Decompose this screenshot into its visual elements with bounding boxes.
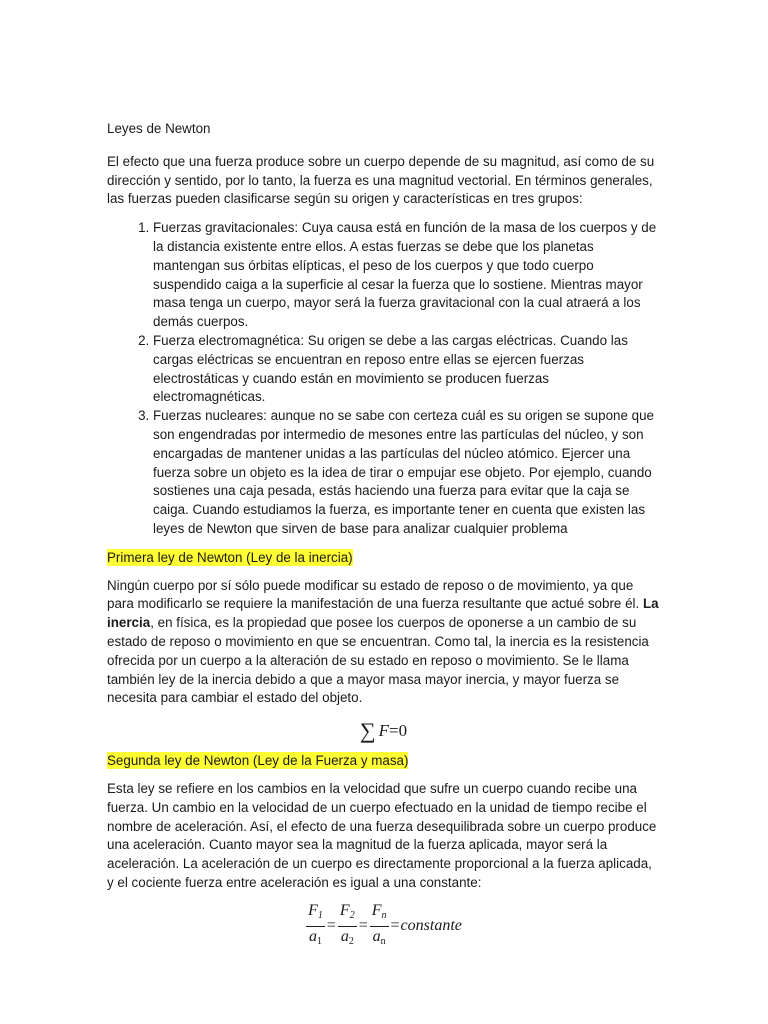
denominator-a1 bbox=[307, 927, 324, 952]
intro-paragraph: El efecto que una fuerza produce sobre un cuerpo depende de su magnitud, así como de su dirección y sentido, por lo tanto, la fuerza es una magnitud vectorial. En términos generales, las fuerzas pueden clasificarse según su origen y características en tres grupos: bbox=[107, 153, 655, 207]
constant-term: constante bbox=[400, 917, 462, 935]
symbol-f: F bbox=[339, 902, 350, 920]
subscript: n bbox=[381, 910, 387, 922]
second-law-heading: Segunda ley de Newton (Ley de la Fuerza y masa) bbox=[107, 753, 409, 769]
subscript: 2 bbox=[349, 910, 355, 922]
inertia-term: La inercia bbox=[107, 596, 659, 631]
fraction-f2-a2 bbox=[338, 901, 357, 952]
first-law-heading: Primera ley de Newton (Ley de la inercia) bbox=[107, 549, 353, 565]
second-law-paragraph: Esta ley se refiere en los cambios en la velocidad que sufre un cuerpo cuando recibe una fuerza. Un cambio en la velocidad de un cuerpo efectuado en la unidad de tiempo recibe el nombre de aceleración. Así, el efecto de una fuerza desequilibrada sobre un cuerpo produce una aceleración. Cuanto mayor sea la magnitud de la fuerza aplicada, mayor será la aceleración. La aceleración de un cuerpo es directamente proporcional a la fuerza aplicada, y el cociente fuerza entre aceleración es igual a una constante: bbox=[107, 780, 657, 890]
document-title: Leyes de Newton bbox=[107, 121, 211, 136]
subscript: n bbox=[380, 936, 386, 948]
force-groups-list bbox=[107, 219, 660, 539]
equals-sign: = bbox=[390, 917, 400, 935]
fraction-f1-a1 bbox=[306, 901, 325, 952]
symbol-f: F bbox=[308, 902, 318, 920]
second-law-formula bbox=[107, 903, 660, 951]
numerator-f1 bbox=[306, 901, 325, 927]
first-law-formula bbox=[107, 718, 660, 744]
subscript: 2 bbox=[348, 936, 354, 948]
list-item-gravitational: 1. Fuerzas gravitacionales: Cuya causa está en función de la masa de los cuerpos y de la distancia existente entre ellos. A estas fuerzas se debe que los planetas mantengan sus órbitas elípticas, el peso de los cuerpos y que todo cuerpo suspendido caiga a la superficie al cesar la fuerza que lo sostiene. Mientras mayor masa tenga un cuerpo, mayor será la fuerza gravitacional con la cual atraerá a los demás cuerpos. bbox=[153, 219, 660, 332]
equals-sign: = bbox=[358, 917, 368, 935]
list-item-nuclear: 3. Fuerzas nucleares: aunque no se sabe con certeza cuál es su origen se supone que son engendradas por intermedio de mesones entre las partículas del núcleo, y son encargadas de mantener unidas a las partículas del núcleo atómico. Ejercer una fuerza sobre un objeto es la idea de tirar o empujar ese objeto. Por ejemplo, cuando sostienes una caja pesada, estás haciendo una fuerza para evitar que la caja se caiga. Cuando estudiamos la fuerza, es importante tener en cuenta que existen las leyes de Newton que sirven de base para analizar cualquier problema bbox=[153, 407, 660, 539]
first-law-paragraph bbox=[107, 577, 660, 709]
subscript: 1 bbox=[317, 910, 323, 922]
list-item-electromagnetic: 2. Fuerza electromagnética: Su origen se debe a las cargas eléctricas. Cuando las cargas eléctricas se encuentran en reposo entre ellas se ejercen fuerzas electrostáticas y cuando están en movimiento se producen fuerzas electromagnéticas. bbox=[153, 332, 660, 407]
formula-force: F bbox=[378, 721, 389, 741]
denominator-an bbox=[371, 927, 388, 952]
first-law-text-after: , en física, es la propiedad que posee los cuerpos de oponerse a un cambio de su estado de reposo o movimiento en que se encuentran. Como tal, la inercia es la resistencia ofrecida por un cuerpo a la alteración de su estado en reposo o movimiento. Se le llama también ley de la inercia debido a que a mayor masa mayor inercia, y mayor fuerza se necesita para cambiar el estado del objeto. bbox=[107, 615, 649, 706]
symbol-a: a bbox=[372, 928, 381, 946]
symbol-f: F bbox=[371, 902, 382, 920]
second-law-heading-line bbox=[107, 752, 660, 771]
formula-equals-zero: =0 bbox=[388, 721, 408, 741]
sigma-symbol: ∑ bbox=[359, 718, 376, 744]
subscript: 1 bbox=[317, 936, 322, 948]
fraction-fn-an bbox=[370, 901, 389, 952]
symbol-a: a bbox=[340, 928, 349, 946]
equals-sign: = bbox=[326, 917, 336, 935]
symbol-a: a bbox=[309, 928, 317, 946]
numerator-fn bbox=[370, 901, 389, 927]
numerator-f2 bbox=[338, 901, 357, 927]
denominator-a2 bbox=[339, 927, 356, 952]
first-law-text-before: Ningún cuerpo por sí sólo puede modificar su estado de reposo o de movimiento, ya que para modificarlo se requiere la manifestación de una fuerza resultante que actué sobre él. bbox=[107, 577, 643, 612]
first-law-heading-line bbox=[107, 549, 660, 568]
